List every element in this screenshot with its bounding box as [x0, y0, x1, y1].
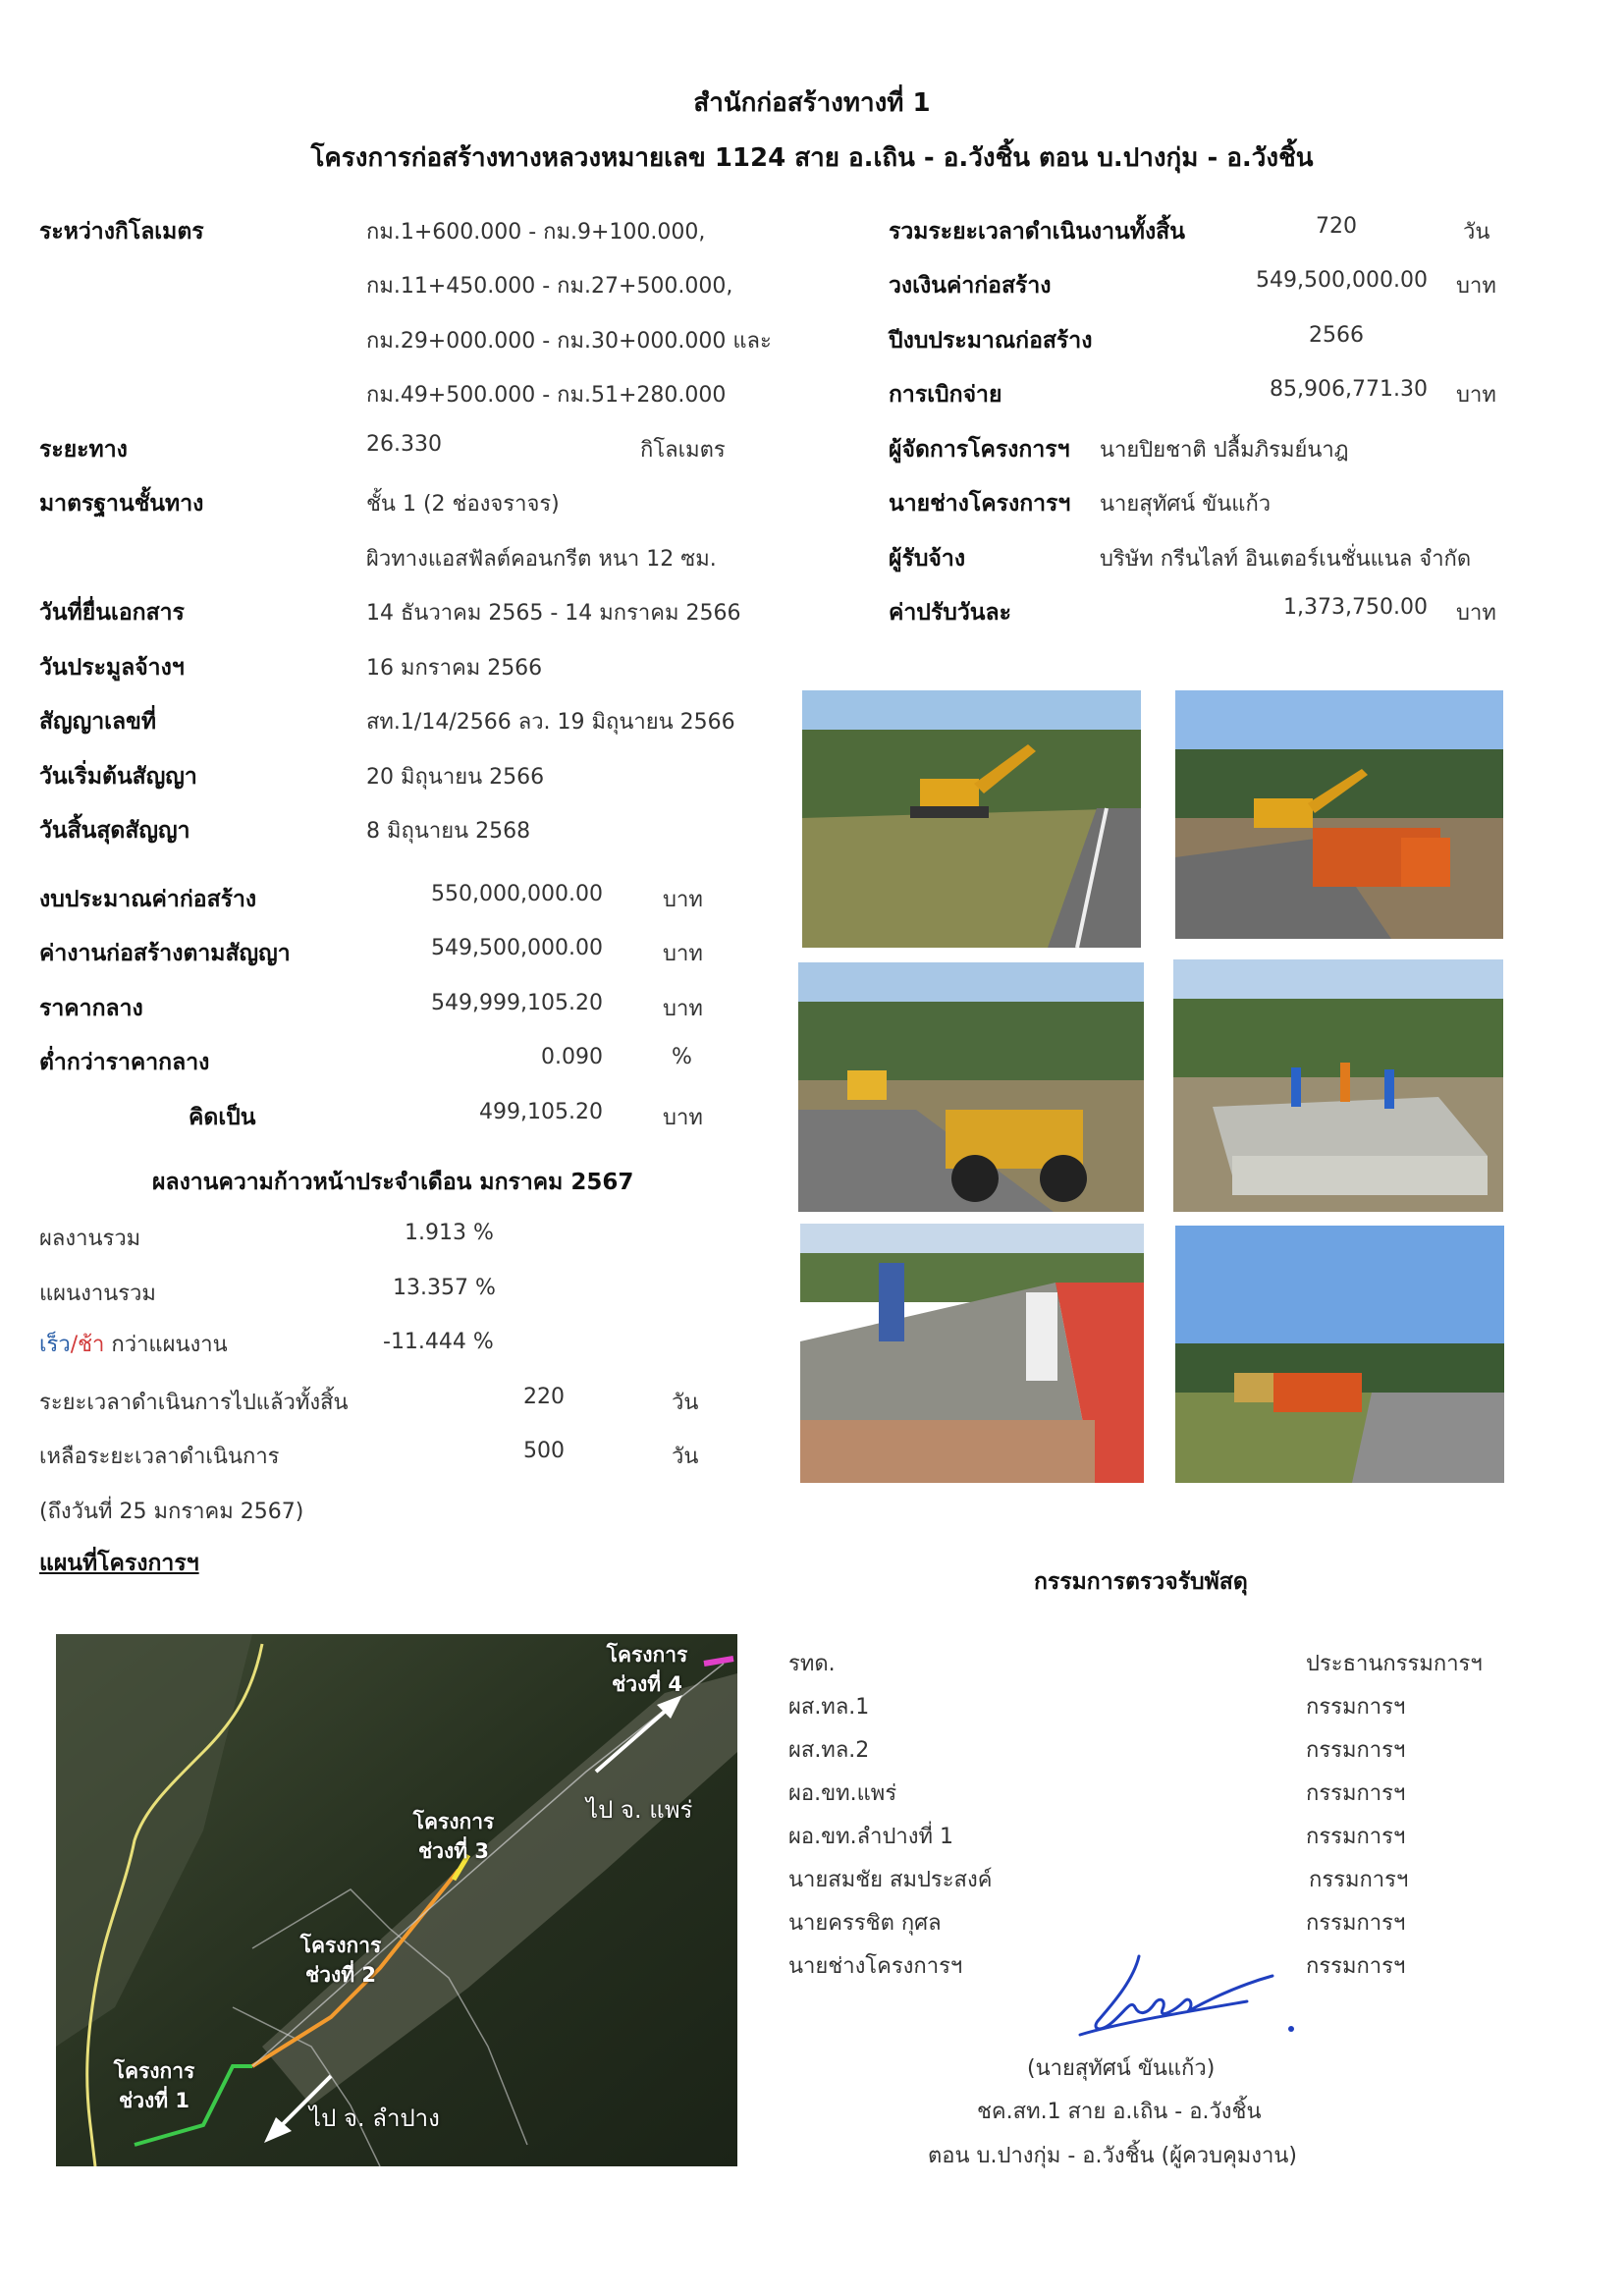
disburse-value: 85,906,771.30	[1270, 377, 1428, 402]
office-title: สำนักก่อสร้างทางที่ 1	[693, 88, 931, 118]
remain-label: เหลือระยะเวลาดำเนินการ	[39, 1445, 280, 1469]
disburse-unit: บาท	[1456, 383, 1496, 408]
bid-value: 16 มกราคม 2566	[366, 656, 543, 681]
map-section-4-line-1: โครงการ	[606, 1643, 688, 1667]
map-label-section-3	[385, 1807, 522, 1866]
map-label-section-1	[85, 2056, 223, 2115]
cost-value: 549,500,000.00	[1256, 268, 1428, 293]
map-section-3-line-1: โครงการ	[412, 1810, 495, 1833]
project-map	[56, 1634, 737, 2166]
diff-label	[39, 1327, 228, 1361]
median-price-value: 549,999,105.20	[431, 991, 603, 1015]
engineer-value: นายสุทัศน์ ขันแก้ว	[1100, 492, 1272, 517]
budget-value: 550,000,000.00	[431, 882, 603, 906]
median-price-unit: บาท	[663, 997, 703, 1021]
committee-member-name: นายสมชัย สมประสงค์	[788, 1868, 993, 1892]
duration-unit: วัน	[1463, 220, 1490, 245]
committee-member-role: ประธานกรรมการฯ	[1306, 1652, 1483, 1676]
committee-member-role: กรรมการฯ	[1309, 1868, 1409, 1892]
diff-value: -11.444 %	[383, 1330, 494, 1354]
map-label-section-4	[578, 1640, 716, 1699]
penalty-unit: บาท	[1456, 601, 1496, 626]
equivalent-value: 499,105.20	[479, 1100, 603, 1124]
diff-label-fast: เร็ว	[39, 1333, 71, 1357]
contract-cost-unit: บาท	[663, 942, 703, 966]
committee-member-name: นายครรชิต กุศล	[788, 1911, 942, 1936]
map-section-1-line-1: โครงการ	[113, 2059, 195, 2083]
committee-member-role: กรรมการฯ	[1306, 1738, 1406, 1763]
budget-label: งบประมาณค่าก่อสร้าง	[39, 887, 257, 912]
map-section-1-line-2: ช่วงที่ 1	[118, 2089, 190, 2112]
as-of-date: (ถึงวันที่ 25 มกราคม 2567)	[39, 1500, 304, 1524]
committee-member-name: ผส.ทล.1	[788, 1695, 870, 1720]
km-line-3: กม.29+000.000 - กม.30+000.000 และ	[366, 329, 772, 354]
contract-cost-label: ค่างานก่อสร้างตามสัญญา	[39, 941, 291, 966]
actual-value: 1.913 %	[405, 1221, 494, 1245]
plan-label: แผนงานรวม	[39, 1282, 156, 1306]
distance-value: 26.330	[366, 432, 442, 457]
submit-label: วันที่ยื่นเอกสาร	[39, 600, 185, 626]
km-line-2: กม.11+450.000 - กม.27+500.000,	[366, 274, 733, 299]
duration-label: รวมระยะเวลาดำเนินงานทั้งสิ้น	[889, 219, 1185, 245]
photo-road-grader	[798, 962, 1144, 1212]
km-line-1: กม.1+600.000 - กม.9+100.000,	[366, 220, 706, 245]
photo-excavator-roadside	[802, 690, 1141, 948]
map-label-to-lampang: ไป จ. ลำปาง	[309, 2105, 440, 2132]
committee-member-role: กรรมการฯ	[1306, 1695, 1406, 1720]
committee-member-role: กรรมการฯ	[1306, 1911, 1406, 1936]
cost-label: วงเงินค่าก่อสร้าง	[889, 273, 1052, 299]
start-value: 20 มิถุนายน 2566	[366, 765, 545, 790]
standard-label: มาตรฐานชั้นทาง	[39, 491, 204, 517]
disburse-label: การเบิกจ่าย	[889, 382, 1002, 408]
photo-concrete-bridge-work	[1173, 959, 1503, 1212]
bid-label: วันประมูลจ้างฯ	[39, 655, 185, 681]
penalty-label: ค่าปรับวันละ	[889, 600, 1011, 626]
photo-project-sign-road	[1175, 1226, 1504, 1483]
committee-member-name: ผอ.ขท.ลำปางที่ 1	[788, 1825, 954, 1849]
committee-member-role: กรรมการฯ	[1306, 1781, 1406, 1806]
photo-excavator-truck	[1175, 690, 1503, 939]
submit-value: 14 ธันวาคม 2565 - 14 มกราคม 2566	[366, 601, 741, 626]
project-title: โครงการก่อสร้างทางหลวงหมายเลข 1124 สาย อ.เถิน - อ.วังชิ้น ตอน บ.ปางกุ่ม - อ.วังชิ้น	[310, 143, 1314, 173]
signer-name: (นายสุทัศน์ ขันแก้ว)	[1027, 2056, 1216, 2081]
contract-cost-value: 549,500,000.00	[431, 936, 603, 960]
median-price-label: ราคากลาง	[39, 996, 143, 1021]
remain-value: 500	[523, 1439, 565, 1463]
plan-value: 13.357 %	[393, 1276, 496, 1300]
penalty-value: 1,373,750.00	[1283, 595, 1428, 620]
distance-label: ระยะทาง	[39, 437, 128, 463]
budget-unit: บาท	[663, 888, 703, 912]
committee-member-name: นายช่างโครงการฯ	[788, 1954, 963, 1979]
map-section-2-line-1: โครงการ	[299, 1934, 382, 1957]
signer-title-2: ตอน บ.ปางกุ่ม - อ.วังชิ้น (ผู้ควบคุมงาน)	[928, 2144, 1298, 2168]
equivalent-label: คิดเป็น	[189, 1105, 256, 1130]
committee-heading: กรรมการตรวจรับพัสดุ	[1034, 1569, 1248, 1595]
map-section-4-line-2: ช่วงที่ 4	[611, 1672, 683, 1696]
map-label-section-2	[272, 1931, 409, 1990]
diff-label-rest: กว่าแผนงาน	[104, 1333, 228, 1357]
km-label: ระหว่างกิโลเมตร	[39, 219, 204, 245]
elapsed-value: 220	[523, 1385, 565, 1409]
cost-unit: บาท	[1456, 274, 1496, 299]
equivalent-unit: บาท	[663, 1106, 703, 1130]
map-heading: แผนที่โครงการฯ	[39, 1551, 199, 1576]
photo-concrete-paving	[800, 1224, 1144, 1483]
below-median-value: 0.090	[541, 1045, 603, 1069]
committee-member-role: กรรมการฯ	[1306, 1954, 1406, 1979]
contract-value: สท.1/14/2566 ลว. 19 มิถุนายน 2566	[366, 710, 735, 735]
duration-value: 720	[1316, 214, 1357, 239]
below-median-unit: %	[672, 1045, 692, 1069]
end-value: 8 มิถุนายน 2568	[366, 819, 531, 844]
start-label: วันเริ่มต้นสัญญา	[39, 764, 197, 790]
fiscal-label: ปีงบประมาณก่อสร้าง	[889, 328, 1093, 354]
progress-heading: ผลงานความก้าวหน้าประจำเดือน มกราคม 2567	[152, 1170, 634, 1195]
engineer-label: นายช่างโครงการฯ	[889, 491, 1071, 517]
map-section-2-line-2: ช่วงที่ 2	[304, 1963, 377, 1987]
committee-member-role: กรรมการฯ	[1306, 1825, 1406, 1849]
distance-unit: กิโลเมตร	[640, 438, 726, 463]
below-median-label: ต่ำกว่าราคากลาง	[39, 1050, 210, 1075]
signature	[1041, 1942, 1326, 2050]
contract-label: สัญญาเลขที่	[39, 709, 156, 735]
fiscal-value: 2566	[1309, 323, 1364, 348]
manager-value: นายปิยชาติ ปลื้มภิรมย์นาฎ	[1100, 438, 1349, 463]
diff-label-slow: /ช้า	[70, 1333, 105, 1357]
km-line-4: กม.49+500.000 - กม.51+280.000	[366, 383, 727, 408]
committee-member-name: ผส.ทล.2	[788, 1738, 870, 1763]
end-label: วันสิ้นสุดสัญญา	[39, 818, 190, 844]
remain-unit: วัน	[672, 1445, 699, 1469]
manager-label: ผู้จัดการโครงการฯ	[889, 437, 1070, 463]
contractor-label: ผู้รับจ้าง	[889, 546, 966, 572]
surface-value: ผิวทางแอสฟัลต์คอนกรีต หนา 12 ซม.	[366, 547, 717, 572]
elapsed-unit: วัน	[672, 1391, 699, 1415]
actual-label: ผลงานรวม	[39, 1227, 141, 1251]
elapsed-label: ระยะเวลาดำเนินการไปแล้วทั้งสิ้น	[39, 1391, 349, 1415]
committee-member-name: รทด.	[788, 1652, 836, 1676]
signer-title-1: ชค.สท.1 สาย อ.เถิน - อ.วังชิ้น	[977, 2100, 1262, 2124]
standard-value: ชั้น 1 (2 ช่องจราจร)	[366, 492, 560, 517]
map-label-to-phrae: ไป จ. แพร่	[586, 1796, 693, 1824]
committee-member-name: ผอ.ขท.แพร่	[788, 1781, 897, 1806]
map-section-3-line-2: ช่วงที่ 3	[417, 1839, 490, 1863]
contractor-value: บริษัท กรีนไลท์ อินเตอร์เนชั่นแนล จำกัด	[1100, 547, 1472, 572]
